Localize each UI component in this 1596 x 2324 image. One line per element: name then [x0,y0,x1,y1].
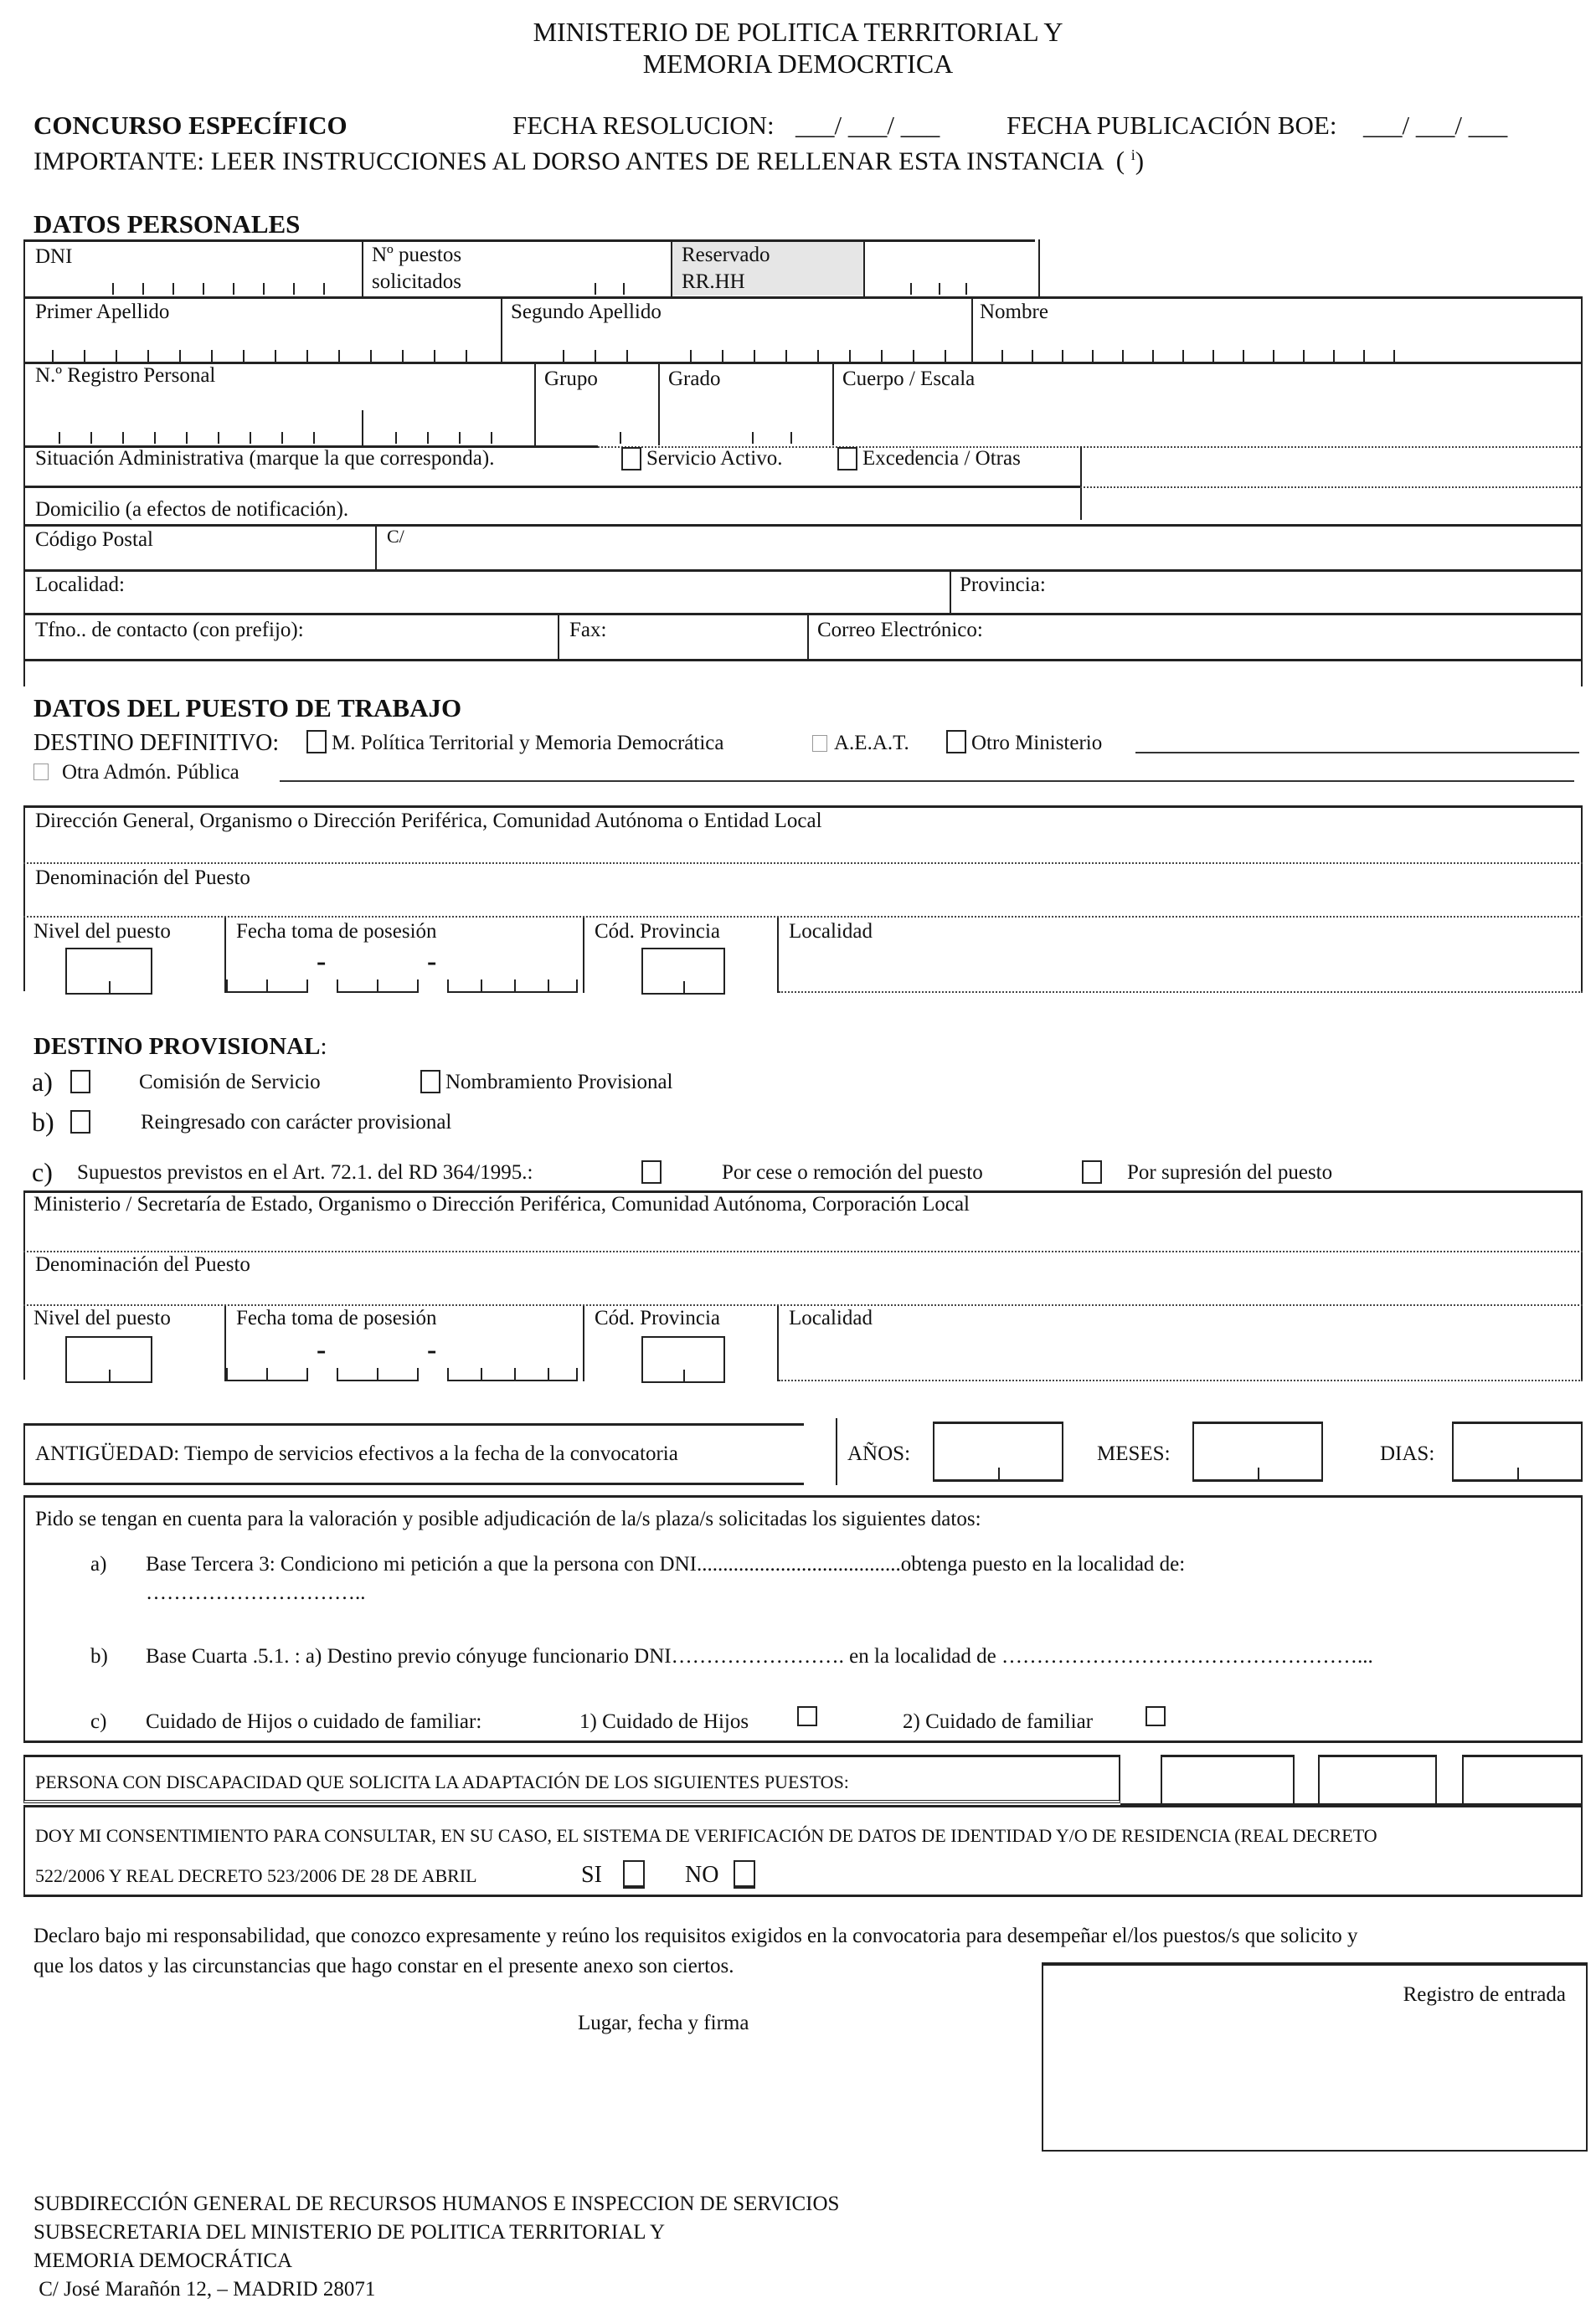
no-label: NO [685,1862,719,1888]
firma-area[interactable] [251,2043,921,2135]
ministerio-provisional-input[interactable] [27,1217,1579,1249]
cod-provincia-label: Cód. Provincia [595,920,720,943]
localidad-input[interactable] [27,594,948,611]
otro-ministerio-label: Otro Ministerio [971,732,1103,754]
cuidado-hijos-checkbox[interactable] [797,1706,817,1726]
primer-apellido-input[interactable] [33,318,499,362]
dias-label: DIAS: [1380,1442,1435,1465]
provincia-input[interactable] [953,594,1579,611]
dni-label: DNI [35,245,73,268]
otra-admon-input[interactable] [280,780,1574,782]
valoracion-b-text[interactable]: Base Cuarta .5.1. : a) Destino previo cónyuge funcionario DNI……………………. en la localidad de ……………………………………………... [146,1645,1373,1668]
fecha-posesion-provisional-label: Fecha toma de posesión [236,1307,437,1329]
calle-label: C/ [387,526,404,547]
comision-servicio-checkbox[interactable] [70,1070,90,1093]
footer-line3: MEMORIA DEMOCRÁTICA [33,2249,293,2272]
calle-input[interactable] [378,549,1579,569]
denominacion-input[interactable] [27,891,1579,916]
meses-input[interactable] [1192,1422,1323,1482]
nivel-input[interactable] [65,948,152,995]
cuerpo-escala-label: Cuerpo / Escala [842,368,976,390]
cod-provincia-input[interactable] [641,948,725,995]
correo-input[interactable] [811,640,1579,658]
nivel-provisional-input[interactable] [65,1336,152,1383]
destino-provisional-heading: DESTINO PROVISIONAL: [33,1033,327,1060]
n-puestos-input[interactable] [578,251,662,295]
cuidado-hijos-label: 1) Cuidado de Hijos [579,1710,749,1733]
registro-personal-input[interactable] [33,393,533,444]
provincia-label: Provincia: [960,573,1046,596]
otro-ministerio-input[interactable] [1135,752,1579,753]
footer-line2: SUBSECRETARIA DEL MINISTERIO DE POLITICA TERRITORIAL Y [33,2221,666,2244]
dias-input[interactable] [1452,1422,1583,1482]
fecha-resolucion-label: FECHA RESOLUCION: [512,111,775,140]
ministerio-option-label: M. Política Territorial y Memoria Democrática [332,732,724,754]
valoracion-b-label: b) [90,1645,108,1668]
direccion-general-input[interactable] [27,834,1579,861]
declaracion-line2: que los datos y las circunstancias que hago constar en el presente anexo son ciertos. [33,1955,734,1977]
cuidado-familiar-label: 2) Cuidado de familiar [903,1710,1094,1733]
segundo-apellido-label: Segundo Apellido [511,301,662,323]
aeat-checkbox[interactable] [812,735,827,752]
provisional-a-label: a) [32,1067,53,1097]
consentimiento-line2: 522/2006 Y REAL DECRETO 523/2006 DE 28 DE ABRIL [35,1865,477,1886]
excedencia-checkbox[interactable] [837,447,857,470]
telefono-input[interactable] [27,640,554,658]
domicilio-heading: Domicilio (a efectos de notificación). [35,498,349,521]
codigo-postal-label: Código Postal [35,528,153,551]
fecha-resolucion-field[interactable]: ___/ ___/ ___ [795,111,940,140]
otro-ministerio-checkbox[interactable] [946,730,966,753]
registro-personal-label: N.º Registro Personal [35,364,216,387]
dni-input[interactable] [33,251,360,295]
importante-notice: IMPORTANTE: LEER INSTRUCCIONES AL DORSO ANTES DE RELLENAR ESTA INSTANCIA ( $^i$) [33,146,1145,176]
reservado-label-1: Reservado [682,244,770,266]
ministry-title-line1: MINISTERIO DE POLITICA TERRITORIAL Y [533,17,1063,47]
provisional-c-label: c) [32,1157,53,1187]
servicio-activo-label: Servicio Activo. [646,447,783,470]
puesto-adaptacion-2[interactable] [1318,1755,1437,1803]
valoracion-intro: Pido se tengan en cuenta para la valoración y posible adjudicación de la/s plaza/s solicitadas los siguientes datos: [35,1508,981,1530]
footer-line1: SUBDIRECCIÓN GENERAL DE RECURSOS HUMANOS E INSPECCION DE SERVICIOS [33,2193,840,2215]
localidad-label: Localidad: [35,573,125,596]
concurso-title: CONCURSO ESPECÍFICO [33,111,348,140]
cuidado-familiar-checkbox[interactable] [1146,1706,1166,1726]
valoracion-c-label: c) [90,1710,107,1733]
valoracion-a-label: a) [90,1553,107,1576]
no-checkbox[interactable] [734,1860,755,1889]
cod-provincia-provisional-label: Cód. Provincia [595,1307,720,1329]
fax-label: Fax: [569,619,607,641]
fecha-boe-field[interactable]: ___/ ___/ ___ [1363,111,1508,140]
ministry-title-line2: MEMORIA DEMOCRTICA [642,49,954,79]
puesto-adaptacion-1[interactable] [1161,1755,1295,1803]
si-checkbox[interactable] [623,1860,645,1889]
consentimiento-line1: DOY MI CONSENTIMIENTO PARA CONSULTAR, EN SU CASO, EL SISTEMA DE VERIFICACIÓN DE DATOS DE IDENTIDAD Y/O DE RESIDENCIA (REAL DECRETO [35,1825,1377,1846]
fecha-posesion-provisional-input[interactable]: - - [226,1336,581,1383]
supresion-label: Por supresión del puesto [1127,1161,1333,1184]
fecha-posesion-input[interactable]: - - [226,948,581,995]
si-label: SI [581,1862,602,1888]
footnote-marker: i [1130,147,1135,163]
footer-address: C/ José Marañón 12, – MADRID 28071 [33,2278,376,2301]
servicio-activo-checkbox[interactable] [621,447,641,470]
cod-provincia-provisional-input[interactable] [641,1336,725,1383]
localidad-provisional-input[interactable] [780,1334,1579,1378]
correo-label: Correo Electrónico: [817,619,983,641]
destino-definitivo-label: DESTINO DEFINITIVO: [33,730,280,756]
nombramiento-provisional-label: Nombramiento Provisional [445,1071,673,1093]
situacion-label: Situación Administrativa (marque la que corresponda). [35,447,495,470]
registro-entrada-label: Registro de entrada [1403,1983,1566,2006]
localidad-puesto-input[interactable] [780,946,1579,990]
codigo-postal-input[interactable] [27,553,373,569]
direccion-general-label: Dirección General, Organismo o Dirección Periférica, Comunidad Autónoma o Entidad Local [35,810,822,832]
provisional-b-label: b) [32,1107,54,1137]
localidad-provisional-label: Localidad [789,1307,873,1329]
denominacion-provisional-label: Denominación del Puesto [35,1253,250,1276]
n-puestos-label-2: solicitados [372,270,461,293]
reingresado-checkbox[interactable] [70,1110,90,1134]
anos-input[interactable] [933,1422,1063,1482]
meses-label: MESES: [1097,1442,1171,1465]
grado-label: Grado [668,368,721,390]
denominacion-label: Denominación del Puesto [35,866,250,889]
puesto-adaptacion-3[interactable] [1462,1755,1583,1803]
grupo-input[interactable] [536,393,656,444]
aeat-option-label: A.E.A.T. [834,732,909,754]
cuerpo-escala-input[interactable] [834,393,1579,444]
supuestos-label: Supuestos previstos en el Art. 72.1. del RD 364/1995.: [77,1161,533,1184]
antiguedad-label: ANTIGÜEDAD: Tiempo de servicios efectivos a la fecha de la convocatoria [35,1442,678,1465]
nivel-provisional-label: Nivel del puesto [33,1307,171,1329]
ministerio-provisional-label: Ministerio / Secretaría de Estado, Organismo o Dirección Periférica, Comunidad Autónoma, Corporación Local [33,1193,970,1216]
grupo-label: Grupo [544,368,598,390]
anos-label: AÑOS: [847,1442,911,1465]
nombre-input[interactable] [973,318,1579,362]
comision-servicio-label: Comisión de Servicio [139,1071,321,1093]
nivel-label: Nivel del puesto [33,920,171,943]
nombre-label: Nombre [980,301,1048,323]
n-puestos-label-1: Nº puestos [372,244,462,266]
datos-personales-heading: DATOS PERSONALES [33,209,301,239]
valoracion-a-dots[interactable]: ………………………….. [146,1581,366,1604]
fecha-boe-label: FECHA PUBLICACIÓN BOE: [1007,111,1337,140]
puesto-trabajo-heading: DATOS DEL PUESTO DE TRABAJO [33,693,462,722]
cese-remocion-checkbox[interactable] [641,1160,662,1184]
localidad-puesto-label: Localidad [789,920,873,943]
segundo-apellido-input[interactable] [502,318,970,362]
situacion-extra-field[interactable] [1082,449,1579,486]
discapacidad-label: PERSONA CON DISCAPACIDAD QUE SOLICITA LA ADAPTACIÓN DE LOS SIGUIENTES PUESTOS: [35,1771,849,1792]
denominacion-provisional-input[interactable] [27,1278,1579,1303]
primer-apellido-label: Primer Apellido [35,301,170,323]
valoracion-c-text: Cuidado de Hijos o cuidado de familiar: [146,1710,482,1733]
nombramiento-provisional-checkbox[interactable] [420,1070,440,1093]
reservado-rrhh-field [865,251,1037,295]
fecha-posesion-label: Fecha toma de posesión [236,920,437,943]
otra-admon-label: Otra Admón. Pública [62,761,239,784]
lugar-fecha-firma-label: Lugar, fecha y firma [578,2012,749,2034]
excedencia-label: Excedencia / Otras [862,447,1021,470]
fax-input[interactable] [561,640,804,658]
reservado-label-2: RR.HH [682,270,745,293]
supresion-checkbox[interactable] [1082,1160,1102,1184]
otra-admon-checkbox[interactable] [33,764,49,780]
cese-remocion-label: Por cese o remoción del puesto [722,1161,983,1184]
grado-input[interactable] [660,393,831,444]
reingresado-label: Reingresado con carácter provisional [141,1111,452,1134]
telefono-label: Tfno.. de contacto (con prefijo): [35,619,304,641]
declaracion-line1: Declaro bajo mi responsabilidad, que conozco expresamente y reúno los requisitos exigidos en la convocatoria para desempeñar el/los puestos/s que solicito y [33,1925,1358,1947]
ministerio-checkbox[interactable] [306,730,327,753]
valoracion-a-text[interactable]: Base Tercera 3: Condiciono mi petición a que la persona con DNI.......................................obtenga puesto en la localidad de: [146,1553,1186,1576]
